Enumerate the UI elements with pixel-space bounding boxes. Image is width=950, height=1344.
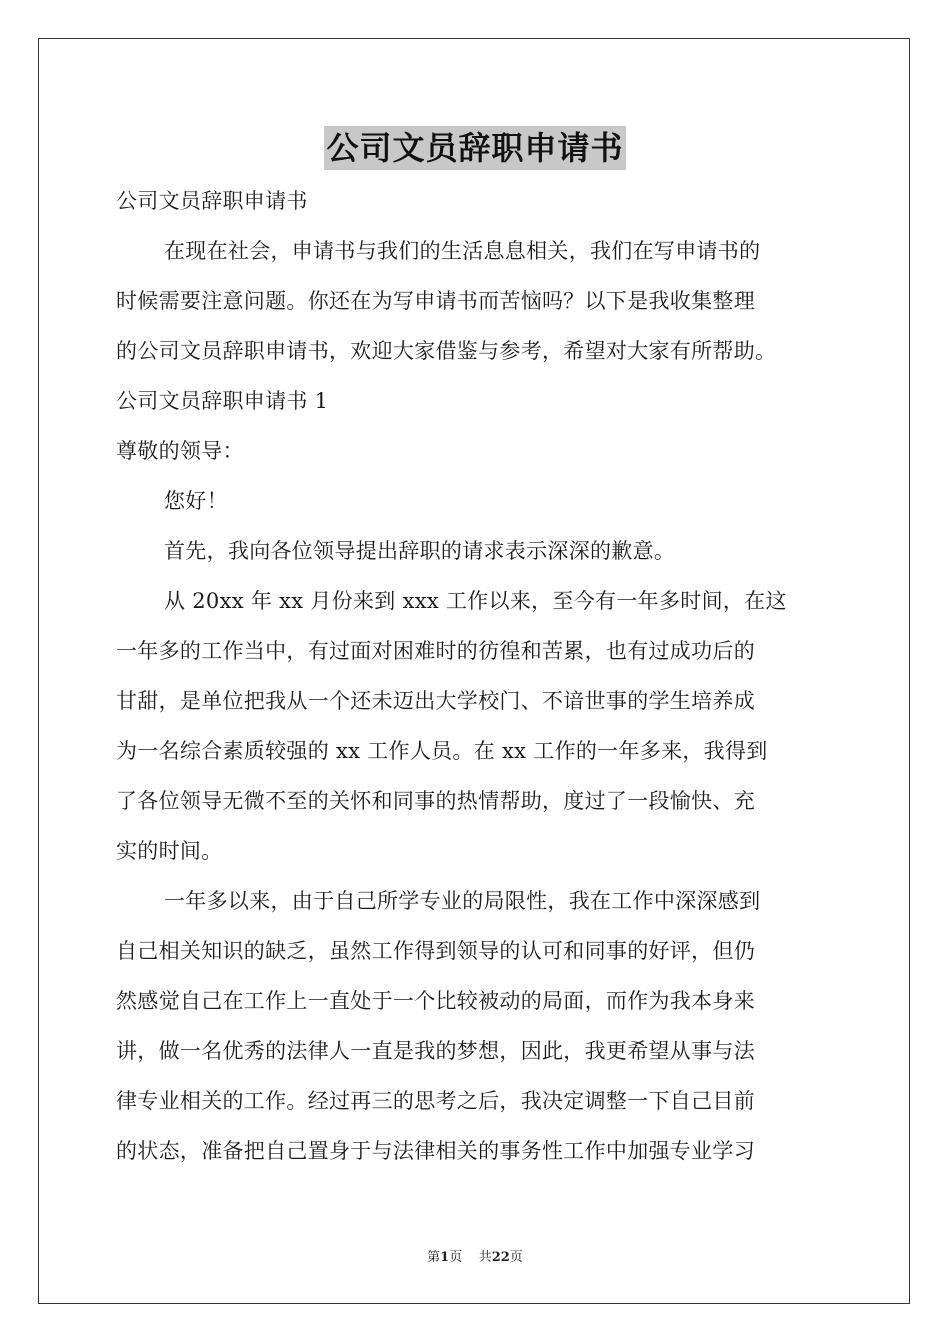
text-line: 自己相关知识的缺乏，虽然工作得到领导的认可和同事的好评，但仍 [116, 939, 755, 963]
text-line: 的公司文员辞职申请书，欢迎大家借鉴与参考，希望对大家有所帮助。 [116, 339, 777, 363]
text-line: 一年多以来，由于自己所学专业的局限性，我在工作中深深感到 [164, 889, 761, 913]
text-line: 了各位领导无微不至的关怀和同事的热情帮助，度过了一段愉快、充 [116, 789, 755, 813]
text-line: 为一名综合素质较强的 xx 工作人员。在 xx 工作的一年多来，我得到 [116, 739, 768, 763]
page-suffix: 页 [449, 1250, 463, 1265]
text-line: 的状态，准备把自己置身于与法律相关的事务性工作中加强专业学习 [116, 1139, 755, 1163]
page-number: 1 [440, 1250, 450, 1265]
text-line: 时候需要注意问题。你还在为写申请书而苦恼吗？以下是我收集整理 [116, 289, 755, 313]
page-prefix: 第 [427, 1250, 441, 1265]
text-line: 讲，做一名优秀的法律人一直是我的梦想，因此，我更希望从事与法 [116, 1039, 755, 1063]
document-body [116, 176, 838, 1176]
text-line: 在现在社会，申请书与我们的生活息息相关，我们在写申请书的 [164, 239, 761, 263]
text-line: 一年多的工作当中，有过面对困难时的彷徨和苦累，也有过成功后的 [116, 639, 755, 663]
total-prefix: 共 [478, 1250, 492, 1265]
text-line: 实的时间。 [116, 839, 223, 863]
title-container [0, 126, 950, 170]
text-line: 尊敬的领导： [116, 439, 244, 463]
text-line: 首先，我向各位领导提出辞职的请求表示深深的歉意。 [164, 539, 676, 563]
text-line: 然感觉自己在工作上一直处于一个比较被动的局面，而作为我本身来 [116, 989, 755, 1013]
text-line: 公司文员辞职申请书 [116, 189, 308, 213]
total-pages: 22 [491, 1250, 510, 1265]
text-line: 律专业相关的工作。经过再三的思考之后，我决定调整一下自己目前 [116, 1089, 755, 1113]
text-line: 公司文员辞职申请书 1 [116, 389, 329, 413]
text-line: 您好！ [164, 489, 228, 513]
text-line: 甘甜，是单位把我从一个还未迈出大学校门、不谙世事的学生培养成 [116, 689, 755, 713]
total-suffix: 页 [509, 1250, 523, 1265]
document-title: 公司文员辞职申请书 [324, 126, 625, 170]
page-footer [0, 1246, 950, 1265]
text-line: 从 20xx 年 xx 月份来到 xxx 工作以来，至今有一年多时间，在这 [164, 589, 787, 613]
